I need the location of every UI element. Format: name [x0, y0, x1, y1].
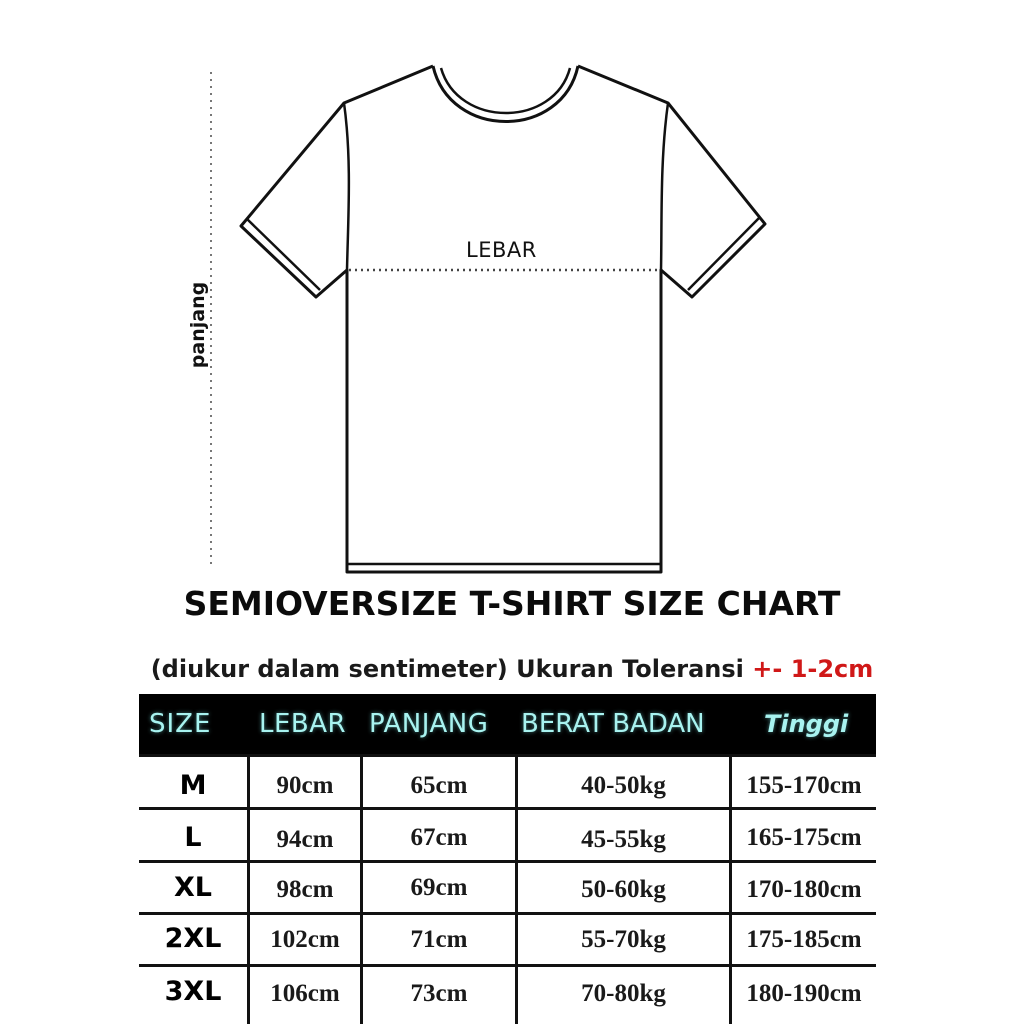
lebar-cell: 102cm	[270, 926, 340, 953]
panjang-cell: 73cm	[410, 980, 468, 1007]
header-size: SIZE	[149, 709, 212, 739]
berat-cell: 70-80kg	[581, 980, 666, 1007]
berat-cell: 45-55kg	[581, 826, 666, 853]
lebar-cell: 98cm	[276, 876, 334, 903]
size-cell: 2XL	[164, 923, 222, 954]
berat-cell: 40-50kg	[581, 772, 666, 799]
header-lebar: LEBAR	[259, 709, 347, 739]
header-tinggi: Tinggi	[764, 710, 849, 738]
tinggi-cell: 170-180cm	[746, 876, 862, 903]
tshirt-shape	[241, 66, 765, 572]
panjang-cell: 69cm	[410, 874, 468, 901]
measurement-note	[0, 655, 1024, 683]
panjang-cell: 71cm	[410, 926, 468, 953]
tinggi-cell: 155-170cm	[746, 772, 862, 799]
page-title: SEMIOVERSIZE T-SHIRT SIZE CHART	[183, 584, 841, 623]
panjang-cell: 65cm	[410, 772, 468, 799]
size-cell: 3XL	[164, 976, 222, 1007]
berat-cell: 50-60kg	[581, 876, 666, 903]
size-cell: L	[184, 822, 202, 853]
width-label: LEBAR	[466, 238, 537, 262]
length-label: panjang	[187, 281, 209, 369]
tolerance-value: +- 1-2cm	[752, 655, 874, 683]
panjang-cell: 67cm	[410, 824, 468, 851]
size-cell: M	[179, 770, 207, 801]
size-cell: XL	[173, 872, 213, 903]
measurement-note-text: (diukur dalam sentimeter) Ukuran Toleransi	[150, 655, 753, 683]
berat-cell: 55-70kg	[581, 926, 666, 953]
tinggi-cell: 165-175cm	[746, 824, 862, 851]
lebar-cell: 106cm	[270, 980, 340, 1007]
tinggi-cell: 180-190cm	[746, 980, 862, 1007]
lebar-cell: 94cm	[276, 826, 334, 853]
header-panjang: PANJANG	[369, 709, 489, 739]
size-table	[139, 694, 876, 1024]
table-header-row	[139, 694, 876, 754]
tinggi-cell: 175-185cm	[746, 926, 862, 953]
lebar-cell: 90cm	[276, 772, 334, 799]
header-berat-badan: BERAT BADAN	[521, 709, 705, 739]
